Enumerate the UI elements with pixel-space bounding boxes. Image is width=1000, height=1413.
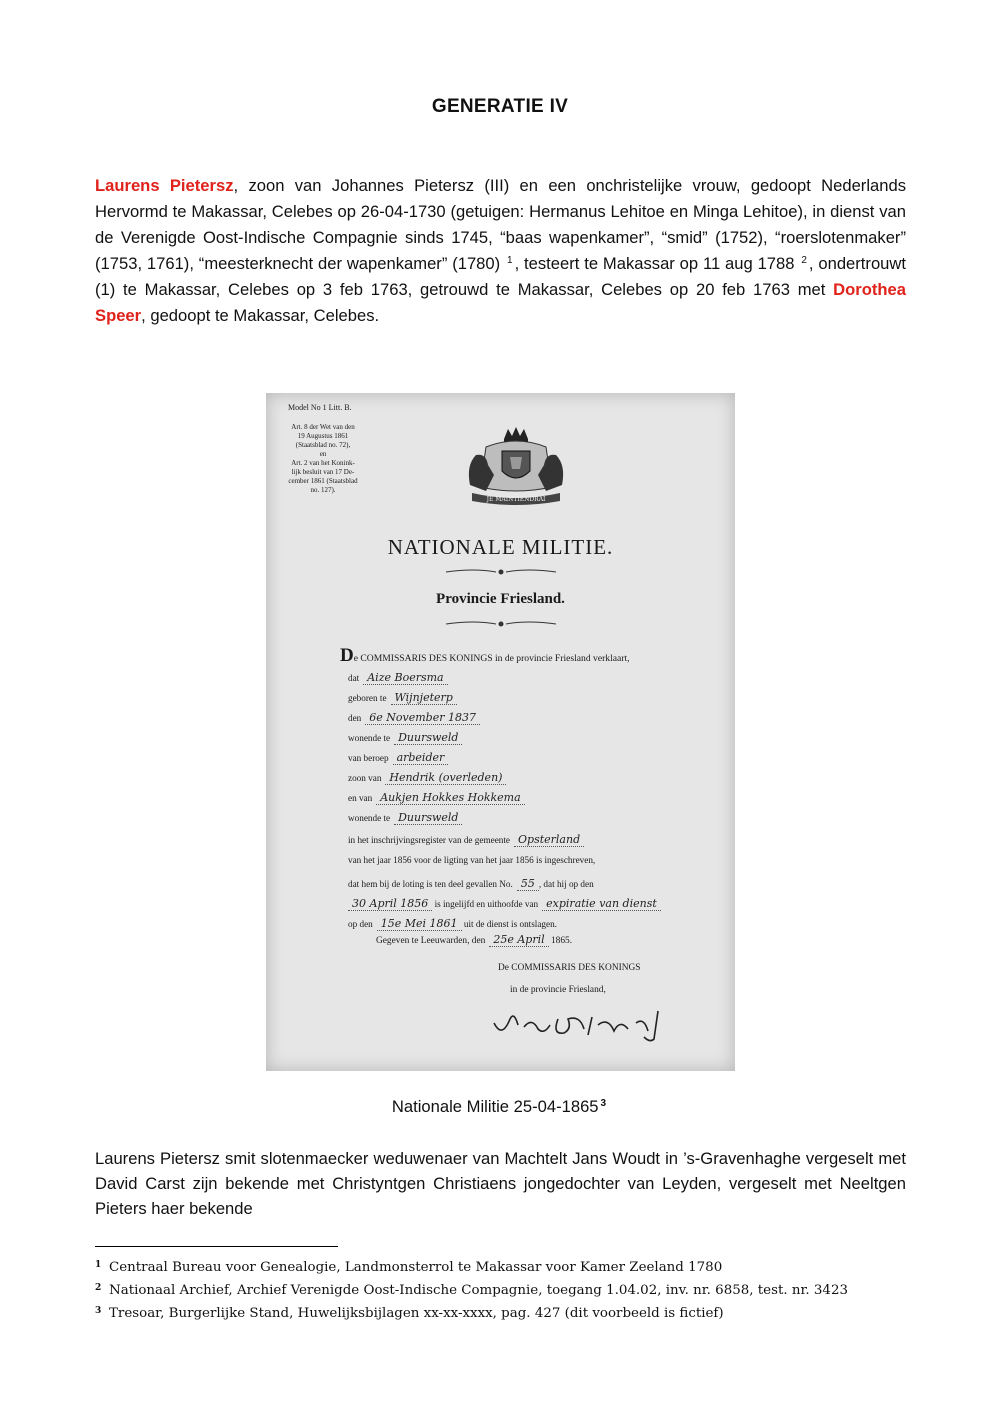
- doc-ingelijfd-text: is ingelijfd en uithoofde van: [434, 899, 539, 909]
- footnote-text: Tresoar, Burgerlijke Stand, Huwelijksbijlagen xx-xx-xxxx, pag. 427 (dit voorbeeld is fictief): [109, 1306, 724, 1321]
- footnote-text: Nationaal Archief, Archief Verenigde Oost-Indische Compagnie, toegang 1.04.02, inv. nr. 6858, test. nr. 3423: [109, 1283, 848, 1298]
- footnote-ref-3[interactable]: 3: [600, 1098, 607, 1109]
- doc-art-line: en: [319, 450, 327, 458]
- doc-jaar-line: van het jaar 1856 voor de ligting van het jaar 1856 is ingeschreven,: [348, 855, 596, 865]
- doc-sign-title: De COMMISSARIS DES KONINGS: [498, 963, 641, 973]
- ornament-divider-icon: [444, 567, 558, 577]
- doc-ontslagen-text: uit de dienst is ontslagen.: [463, 919, 557, 929]
- doc-register-value: Opsterland: [514, 833, 584, 847]
- doc-field-label: zoon van: [348, 773, 382, 783]
- doc-field-label: dat: [348, 673, 360, 683]
- footnote-number: 3: [95, 1306, 102, 1316]
- doc-ingelijfd-date: 30 April 1856: [348, 897, 432, 911]
- doc-province: Provincie Friesland.: [436, 591, 565, 607]
- doc-field: [348, 811, 462, 825]
- doc-ontslagen-label: op den: [348, 919, 373, 929]
- footnote-number: 1: [95, 1260, 102, 1270]
- doc-art-line: cember 1861 (Staatsblad: [288, 477, 358, 485]
- footnote-divider: [95, 1246, 338, 1247]
- doc-field-label: wonende te: [348, 733, 391, 743]
- intro-paragraph: [95, 173, 906, 329]
- footnote-item: [95, 1301, 925, 1324]
- doc-art-line: lijk besluit van 17 De-: [291, 468, 355, 476]
- spouse-name: Dorothea Speer: [95, 280, 906, 325]
- doc-field-value: Aize Boersma: [363, 671, 447, 685]
- doc-field-label: van beroep: [348, 753, 389, 763]
- doc-field: [348, 771, 506, 785]
- doc-field-value: Aukjen Hokkes Hokkema: [376, 791, 524, 805]
- image-caption: [0, 1097, 1000, 1117]
- ornament-divider-icon: [444, 619, 558, 629]
- doc-ingelijfd-line: [348, 897, 661, 911]
- doc-commissaris-text: e COMMISSARIS DES KONINGS in de provincie Friesland verklaart,: [353, 653, 630, 664]
- intro-text-3: , ondertrouwt (1) te Makassar, Celebes op 3 feb 1763, getrouwd te Makassar, Celebes op 20 feb 1763 met: [95, 254, 906, 299]
- page-title: GENERATIE IV: [431, 96, 569, 117]
- footnote-text: Centraal Bureau voor Genealogie, Landmonsterrol te Makassar voor Kamer Zeeland 1780: [109, 1260, 723, 1275]
- doc-field: [348, 711, 480, 725]
- doc-loting-value: 55: [517, 877, 539, 891]
- doc-field-value: 6e November 1837: [365, 711, 480, 725]
- doc-commissaris-line: [340, 645, 630, 667]
- doc-field-label: den: [348, 713, 362, 723]
- doc-loting-label: dat hem bij de loting is ten deel gevallen No.: [348, 879, 513, 889]
- doc-field: [348, 791, 525, 805]
- doc-dropcap: D: [340, 645, 354, 666]
- person-name: Laurens Pietersz: [95, 176, 234, 195]
- doc-heading: NATIONALE MILITIE.: [387, 535, 614, 559]
- doc-field: [348, 671, 448, 685]
- doc-field-value: Wijnjeterp: [391, 691, 457, 705]
- footnote-ref-1[interactable]: 1: [507, 255, 513, 266]
- doc-art-line: (Staatsblad no. 72),: [295, 441, 351, 449]
- doc-gegeven-year: 1865.: [550, 936, 573, 946]
- doc-model-number: Model No 1 Litt. B.: [288, 403, 352, 412]
- doc-art-line: 19 Augustus 1861: [297, 432, 349, 440]
- coat-of-arms-icon: [456, 425, 576, 507]
- intro-text-4: , gedoopt te Makassar, Celebes.: [141, 306, 380, 325]
- caption-text: Nationale Militie 25-04-1865: [391, 1097, 599, 1116]
- intro-text-1: , zoon van Johannes Pietersz (III) en een onchristelijke vrouw, gedoopt Nederlands Hervormd te Makassar, Celebes op 26-04-1730 (getuigen: Hermanus Lehitoe en Minga Lehitoe), in dienst van de Verenigde Oost-Indische Compagnie sinds 1745, “baas wapenkamer”, “smid” (1752), “roerslotenmaker” (1753, 1761), “meesterknecht der wapenkamer” (1780): [95, 176, 906, 273]
- doc-field-value: Duursweld: [394, 731, 462, 745]
- doc-gegeven-label: Gegeven te Leeuwarden, den: [376, 936, 486, 946]
- doc-gegeven-date: 25e April: [489, 933, 548, 947]
- doc-register-label: in het inschrijvingsregister van de gemeente: [348, 835, 511, 845]
- doc-field-label: en van: [348, 793, 373, 803]
- doc-art-line: no. 127).: [310, 486, 336, 494]
- marriage-record-paragraph: Laurens Pietersz smit slotenmaecker weduwenaer van Machtelt Jans Woudt in ’s-Gravenhaghe vergeselt met David Carst zijn bekende met Christyntgen Christiaens jongedochter van Leyden, vergeselt met Neeltgen Pieters haer bekende: [95, 1149, 906, 1218]
- doc-art-line: Art. 8 der Wet van den: [291, 423, 355, 431]
- handwritten-signature: [488, 1005, 678, 1045]
- doc-ontslagen-line: [348, 917, 557, 931]
- footnote-item: [95, 1255, 925, 1278]
- doc-field: [348, 751, 448, 765]
- doc-register-line: [348, 833, 584, 847]
- footnote-ref-2[interactable]: 2: [801, 255, 807, 266]
- doc-field-value: Duursweld: [394, 811, 462, 825]
- doc-field-label: wonende te: [348, 813, 391, 823]
- doc-sign-province: in de provincie Friesland,: [510, 985, 606, 995]
- doc-field: [348, 691, 457, 705]
- doc-loting-end: , dat hij op den: [538, 879, 594, 889]
- doc-law-reference: [278, 423, 368, 495]
- footnote-item: [95, 1278, 925, 1301]
- doc-loting-line: [348, 877, 594, 891]
- footnote-number: 2: [95, 1283, 102, 1293]
- doc-field-value: Hendrik (overleden): [385, 771, 506, 785]
- doc-field-value: arbeider: [393, 751, 449, 765]
- doc-art-line: Art. 2 van het Konink-: [291, 459, 355, 467]
- militia-certificate-image: [266, 393, 735, 1071]
- doc-field: [348, 731, 462, 745]
- crest-motto: JE MAINTIENDRAI: [486, 496, 546, 503]
- footnotes: [95, 1255, 925, 1324]
- doc-ontslagen-date: 15e Mei 1861: [377, 917, 462, 931]
- doc-field-label: geboren te: [348, 693, 387, 703]
- doc-ingelijfd-reason: expiratie van dienst: [542, 897, 661, 911]
- intro-text-2: , testeert te Makassar op 11 aug 1788: [514, 254, 800, 273]
- doc-gegeven-line: [376, 933, 572, 947]
